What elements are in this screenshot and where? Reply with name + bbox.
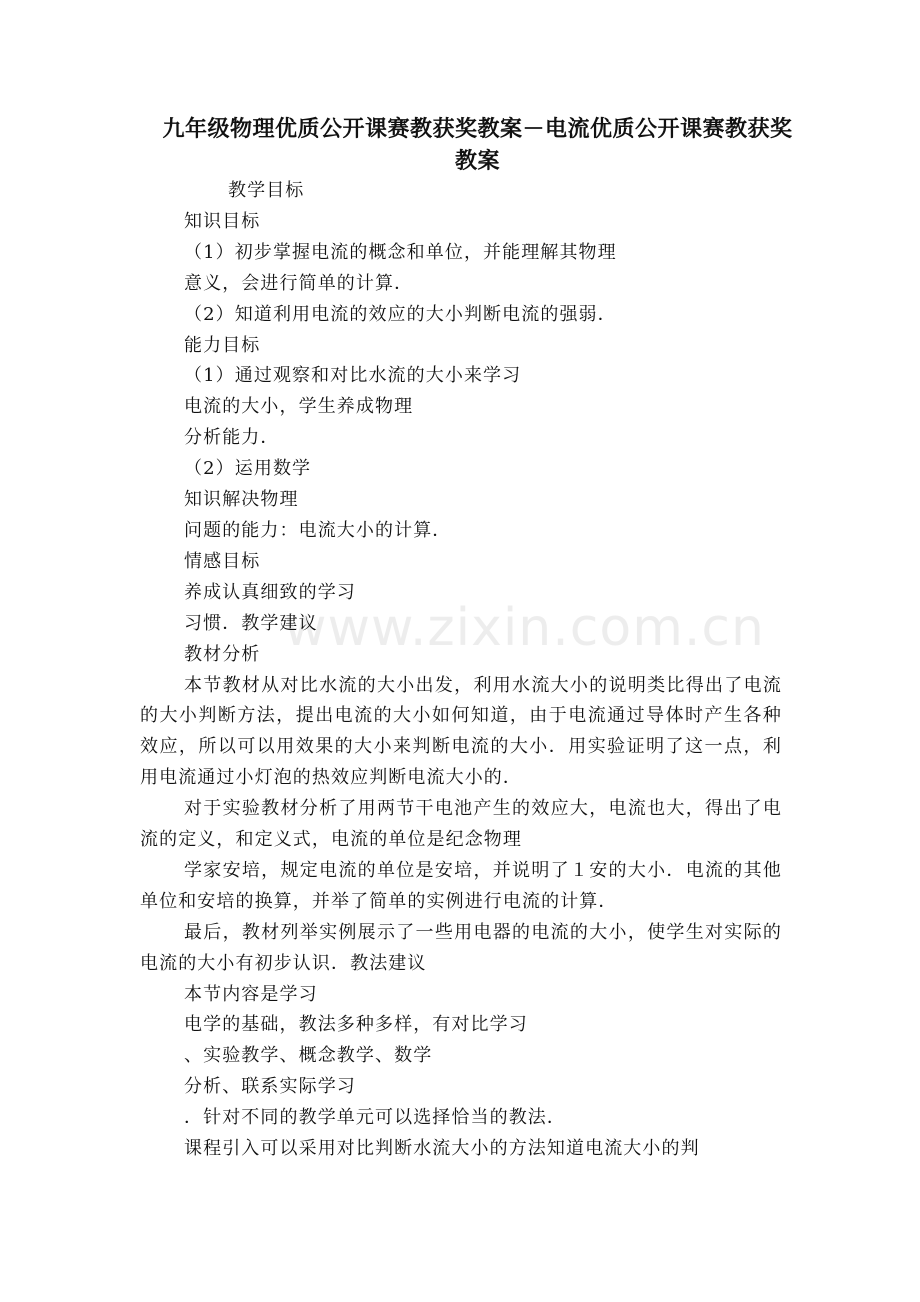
watermark: www.zixin.com.cn [284,598,765,658]
paragraph: 对于实验教材分析了用两节干电池产生的效应大，电流也大，得出了电流的定义，和定义式，电流的单位是纪念物理 [140,798,782,851]
text-line: ．针对不同的教学单元可以选择恰当的教法． [184,1107,566,1129]
text-line: 养成认真细致的学习 [184,581,356,603]
text-line: 意义，会进行简单的计算． [184,272,414,294]
document-body [140,176,782,1165]
paragraph: 本节教材从对比水流的大小出发，利用水流大小的说明类比得出了电流的大小判断方法，提出电流的大小如何知道，由于电流通过导体时产生各种效应，所以可以用效果的大小来判断电流的大小．用实验证明了这一点，利用电流通过小灯泡的热效应判断电流大小的． [140,674,782,789]
text-line: （2）运用数学 [184,458,312,480]
text-line: 电学的基础，教法多种多样，有对比学习 [184,1014,528,1036]
document-title: 九年级物理优质公开课赛教获奖教案－电流优质公开课赛教获奖教案 [162,117,793,174]
paragraph: 学家安培，规定电流的单位是安培，并说明了１安的大小．电流的其他单位和安培的换算，并举了简单的实例进行电流的计算． [140,859,782,912]
heading-ability-goals: 能力目标 [184,334,261,356]
paragraph: 课程引入可以采用对比判断水流大小的方法知道电流大小的判 [184,1138,700,1160]
text-line: （2）知道利用电流的效应的大小判断电流的强弱． [184,303,617,325]
text-line: 分析能力． [184,427,280,449]
text-line: 问题的能力：电流大小的计算． [184,519,452,541]
section-heading-teaching-goals: 教学目标 [228,180,305,201]
text-line: 、实验教学、概念教学、数学 [184,1045,433,1067]
text-line: （1）通过观察和对比水流的大小来学习 [184,365,522,387]
paragraph: 最后，教材列举实例展示了一些用电器的电流的大小，使学生对实际的电流的大小有初步认识．教法建议 [140,921,782,974]
text-line: 知识解决物理 [184,489,299,511]
text-line: 习惯．教学建议 [184,612,318,634]
heading-textbook-analysis: 教材分析 [184,643,261,665]
heading-emotion-goals: 情感目标 [184,550,261,572]
text-line: 本节内容是学习 [184,983,318,1005]
text-line: 电流的大小，学生养成物理 [184,396,414,418]
text-line: 分析、联系实际学习 [184,1076,356,1098]
heading-knowledge-goals: 知识目标 [184,210,261,232]
text-line: （1）初步掌握电流的概念和单位，并能理解其物理 [184,241,617,263]
